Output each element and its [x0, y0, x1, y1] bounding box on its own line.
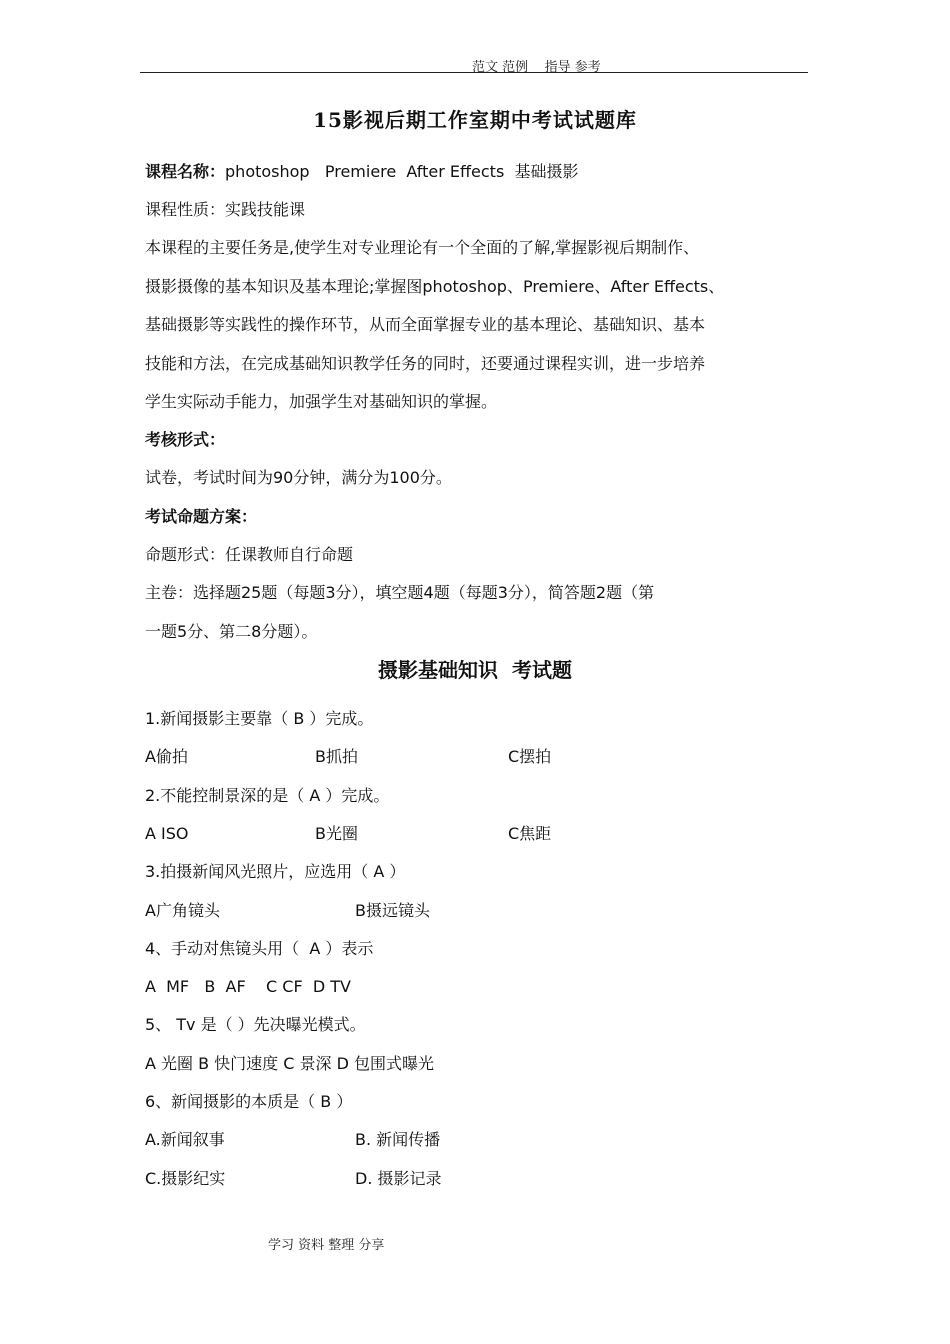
question-6: 6、新闻摄影的本质是（ B ） — [145, 1092, 353, 1111]
question-4: 4、手动对焦镜头用（ A ）表示 — [145, 939, 374, 958]
section-title: 摄影基础知识 考试题 — [378, 658, 572, 682]
question-6-option-d: D. 摄影记录 — [355, 1169, 442, 1188]
question-3-option-a: A广角镜头 — [145, 901, 220, 920]
question-2-option-c: C焦距 — [508, 824, 552, 843]
course-name-line — [145, 161, 578, 183]
question-1-option-a: A偷拍 — [145, 747, 188, 766]
exam-plan-heading: 考试命题方案： — [145, 507, 258, 526]
exam-plan-main-line: 一题5分、第二8分题）。 — [145, 622, 318, 641]
description-line: 技能和方法，在完成基础知识教学任务的同时，还要通过课程实训，进一步培养 — [145, 354, 706, 373]
question-3: 3.拍摄新闻风光照片，应选用（ A ） — [145, 862, 406, 881]
exam-plan-form: 命题形式：任课教师自行命题 — [145, 545, 354, 564]
description-line: 摄影摄像的基本知识及基本理论;掌握图photoshop、Premiere、After Effects、 — [145, 277, 725, 296]
description-line: 基础摄影等实践性的操作环节，从而全面掌握专业的基本理论、基础知识、基本 — [145, 315, 706, 334]
assessment-text: 试卷，考试时间为90分钟，满分为100分。 — [145, 468, 452, 487]
question-1-option-c: C摆拍 — [508, 747, 552, 766]
header-divider — [140, 72, 808, 73]
question-6-option-a: A.新闻叙事 — [145, 1130, 225, 1149]
question-3-option-b: B摄远镜头 — [355, 901, 430, 920]
question-5: 5、 Tv 是（ ）先决曝光模式。 — [145, 1015, 366, 1034]
page-footer: 学习 资料 整理 分享 — [268, 1238, 385, 1253]
course-nature-line: 课程性质：实践技能课 — [145, 200, 306, 219]
question-6-option-b: B. 新闻传播 — [355, 1130, 441, 1149]
course-name-label: 课程名称： — [145, 162, 226, 181]
question-2-option-b: B光圈 — [315, 824, 358, 843]
question-1-option-b: B抓拍 — [315, 747, 358, 766]
question-2: 2.不能控制景深的是（ A ）完成。 — [145, 786, 390, 805]
question-1: 1.新闻摄影主要靠（ B ）完成。 — [145, 709, 374, 728]
course-name-value: photoshop Premiere After Effects 基础摄影 — [225, 162, 579, 181]
question-6-option-c: C.摄影纪实 — [145, 1169, 226, 1188]
document-title: 15影视后期工作室期中考试试题库 — [313, 108, 637, 132]
question-5-options: A 光圈 B 快门速度 C 景深 D 包围式曝光 — [145, 1054, 435, 1073]
question-4-options: A MF B AF C CF D TV — [145, 977, 351, 996]
header-text: 范文 范例 指导 参考 — [472, 60, 601, 75]
exam-plan-main-line: 主卷：选择题25题（每题3分），填空题4题（每题3分），简答题2题（第 — [145, 583, 655, 602]
assessment-heading: 考核形式： — [145, 430, 226, 449]
question-2-option-a: A ISO — [145, 824, 189, 843]
description-line: 学生实际动手能力，加强学生对基础知识的掌握。 — [145, 392, 498, 411]
description-line: 本课程的主要任务是,使学生对专业理论有一个全面的了解,掌握影视后期制作、 — [145, 238, 700, 257]
